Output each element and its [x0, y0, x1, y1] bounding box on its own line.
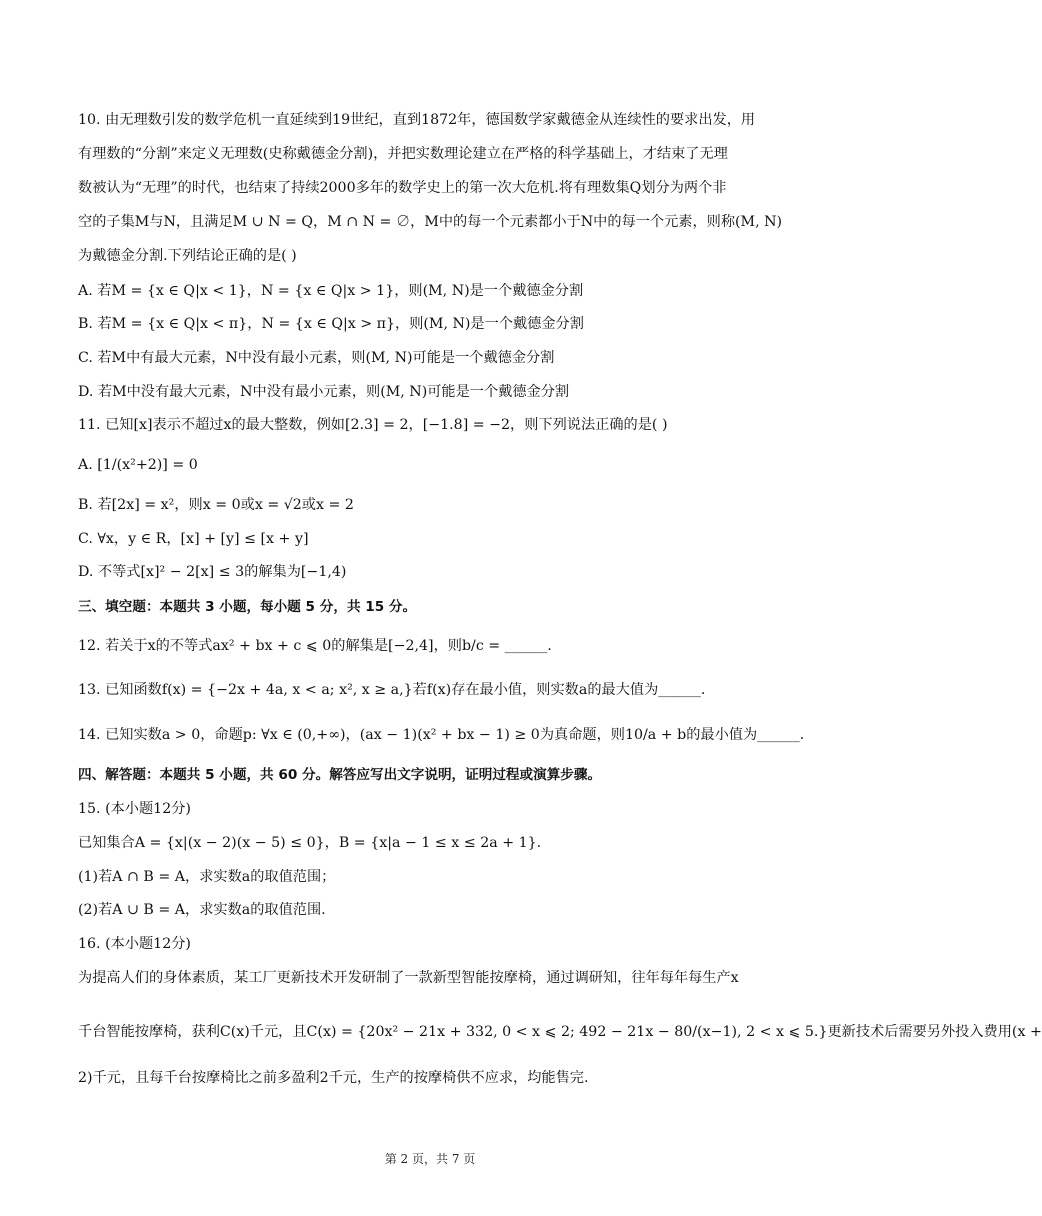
- question-11-option-a: A. [1/(x²+2)] = 0: [78, 457, 198, 473]
- section-3-heading: 三、填空题：本题共 3 小题，每小题 5 分，共 15 分。: [78, 599, 417, 615]
- question-10-line-2: 有理数的“分割”来定义无理数(史称戴德金分割)，并把实数理论建立在严格的科学基础上，才结束了无理: [78, 146, 728, 162]
- page-footer: 第 2 页，共 7 页: [384, 1152, 476, 1166]
- question-10-option-a: A. 若M = {x ∈ Q|x < 1}，N = {x ∈ Q|x > 1}，则(M, N)是一个戴德金分割: [78, 283, 584, 299]
- question-10-option-d: D. 若M中没有最大元素，N中没有最小元素，则(M, N)可能是一个戴德金分割: [78, 384, 570, 400]
- question-10-line-5: 为戴德金分割.下列结论正确的是( ): [78, 248, 297, 264]
- question-11-stem: 11. 已知[x]表示不超过x的最大整数，例如[2.3] = 2，[−1.8] = −2，则下列说法正确的是( ): [78, 417, 668, 433]
- question-11-option-b: B. 若[2x] = x²，则x = 0或x = √2或x = 2: [78, 497, 354, 513]
- question-15-stem: 已知集合A = {x|(x − 2)(x − 5) ≤ 0}，B = {x|a − 1 ≤ x ≤ 2a + 1}.: [78, 835, 542, 851]
- question-10-line-4: 空的子集M与N，且满足M ∪ N = Q，M ∩ N = ∅，M中的每一个元素都小于N中的每一个元素，则称(M, N): [78, 214, 783, 230]
- question-16-line-2: 千台智能按摩椅，获利C(x)千元，且C(x) = {20x² − 21x + 332, 0 < x ⩽ 2; 492 − 21x − 80/(x−1), 2 < x ⩽ 5.}更新技术后需要另外投入费用(x +: [78, 1024, 1042, 1040]
- question-10-option-c: C. 若M中有最大元素，N中没有最小元素，则(M, N)可能是一个戴德金分割: [78, 350, 555, 366]
- question-16-line-1: 为提高人们的身体素质，某工厂更新技术开发研制了一款新型智能按摩椅，通过调研知，往年每年每生产x: [78, 970, 739, 986]
- question-10-line-1: 10. 由无理数引发的数学危机一直延续到19世纪，直到1872年，德国数学家戴德金从连续性的要求出发，用: [78, 112, 756, 128]
- question-14: 14. 已知实数a > 0，命题p: ∀x ∈ (0,+∞)，(ax − 1)(x² + bx − 1) ≥ 0为真命题，则10/a + b的最小值为______.: [78, 727, 805, 743]
- question-16-title: 16. (本小题12分): [78, 936, 191, 952]
- question-11-option-c: C. ∀x，y ∈ R，[x] + [y] ≤ [x + y]: [78, 531, 309, 547]
- question-10-option-b: B. 若M = {x ∈ Q|x < π}，N = {x ∈ Q|x > π}，则(M, N)是一个戴德金分割: [78, 316, 584, 332]
- question-10-line-3: 数被认为“无理”的时代，也结束了持续2000多年的数学史上的第一次大危机.将有理数集Q划分为两个非: [78, 180, 727, 196]
- question-13: 13. 已知函数f(x) = {−2x + 4a, x < a; x², x ≥ a,}若f(x)存在最小值，则实数a的最大值为______.: [78, 682, 706, 698]
- question-12: 12. 若关于x的不等式ax² + bx + c ⩽ 0的解集是[−2,4]，则b/c = ______.: [78, 638, 552, 654]
- question-15-title: 15. (本小题12分): [78, 801, 191, 817]
- question-11-option-d: D. 不等式[x]² − 2[x] ≤ 3的解集为[−1,4): [78, 564, 347, 580]
- question-15-part-2: (2)若A ∪ B = A，求实数a的取值范围.: [78, 902, 326, 918]
- section-4-heading: 四、解答题：本题共 5 小题，共 60 分。解答应写出文字说明，证明过程或演算步骤。: [78, 767, 602, 783]
- question-16-line-3: 2)千元，且每千台按摩椅比之前多盈利2千元，生产的按摩椅供不应求，均能售完.: [78, 1070, 589, 1086]
- question-15-part-1: (1)若A ∩ B = A，求实数a的取值范围；: [78, 869, 336, 885]
